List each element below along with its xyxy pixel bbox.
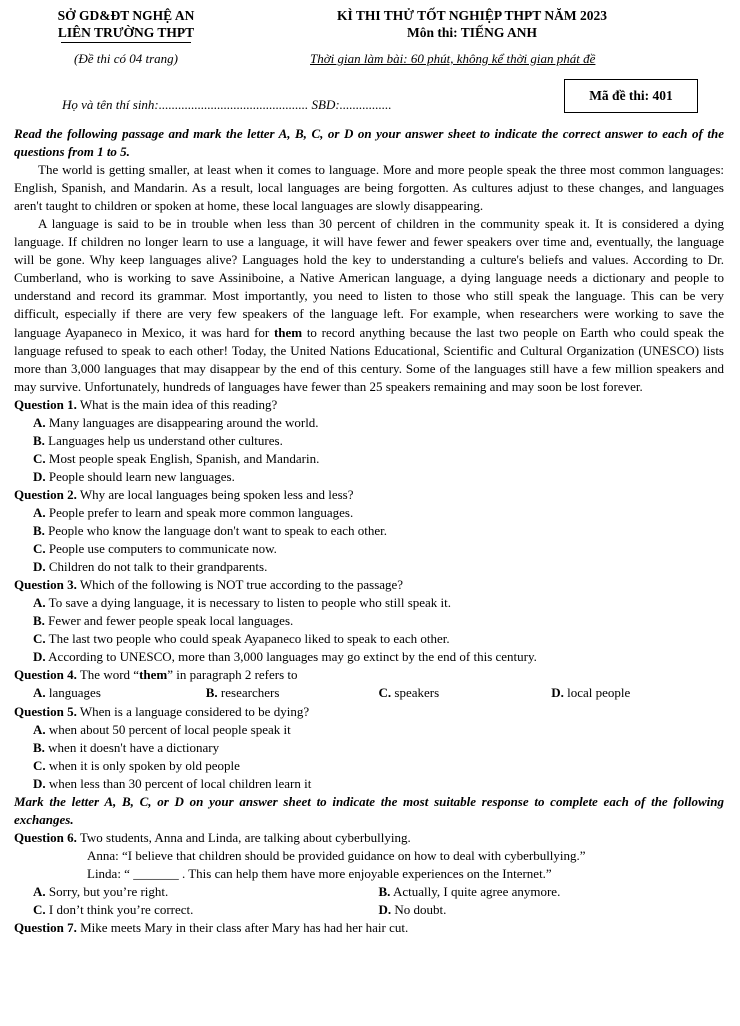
option-letter: D. [378,902,392,918]
passage-paragraph-1: The world is getting smaller, at least when it comes to language. More and more people speak the three most common languages: English, Spanish, and Mandarin. As a result, local languages are being forgotten. As cultures adjust to these changes, and languages aren't taught to children or spoken at home, these local languages are slowly disappearing. [14,162,724,214]
question-text: The word “ [76,667,140,683]
question-text: Mike meets Mary in their class after Mary has had her hair cut. [76,920,409,936]
option-text: when it is only spoken by old people [45,757,240,773]
option-letter: B. [33,432,45,448]
option-text: I don’t think you’re correct. [45,902,194,918]
option-text: People who know the language don't want to speak to each other. [44,523,387,539]
answer-option[interactable] [14,775,724,793]
answer-option[interactable] [379,883,725,901]
option-text: local people [563,685,631,701]
passage-text: to record anything because the last two people on Earth who could speak the language refused to speak to each other! Today, the United Nations Educational, Scientific and Cultural Organization (UNESCO) lists more than 3,000 languages that may disappear by the end of this century. Some of the languages still have a few million speakers and may survive. Unfortunately, hundreds of languages have fewer than 25 speakers remaining and may soon be lost forever. [14,324,724,394]
option-text: researchers [217,685,280,701]
answer-option[interactable] [14,648,724,666]
question-label: Question 7. [14,920,77,936]
header-right [282,7,662,41]
option-text: Children do not talk to their grandparents. [45,559,268,575]
option-letter: D. [33,559,46,575]
option-letter: A. [33,721,46,737]
option-letter: A. [33,504,46,520]
dialog-line-anna: Anna: “I believe that children should be provided guidance on how to deal with cyberbullying.” [87,847,586,863]
option-letter: A. [33,883,46,899]
question-keyword: them [139,667,168,683]
option-text: Many languages are disappearing around the world. [45,414,319,430]
passage-paragraph-2 [14,215,724,395]
option-letter: D. [33,649,46,665]
exam-content [14,125,724,937]
question-label: Question 1. [14,396,77,412]
answer-option[interactable] [14,594,724,612]
option-text: when it doesn't have a dictionary [44,739,220,755]
question-6 [14,829,724,847]
option-letter: A. [33,595,46,611]
option-text: Fewer and fewer people speak local languages. [44,613,294,629]
option-letter: C. [33,450,46,466]
question-3 [14,576,724,594]
answer-option[interactable] [14,739,724,757]
question-text: ” in paragraph 2 refers to [167,667,298,683]
option-letter: C. [33,902,46,918]
answer-option[interactable] [14,721,724,739]
option-text: Languages help us understand other cultures. [44,432,283,448]
option-letter: D. [33,775,46,791]
option-letter: C. [33,631,46,647]
option-letter: B. [33,739,45,755]
answer-option[interactable] [14,757,724,775]
header-divider [61,42,191,43]
option-letter: A. [33,414,46,430]
option-text: Actually, I quite agree anymore. [390,883,561,899]
exam-code-box: Mã đề thi: 401 [564,79,698,113]
option-letter: C. [378,685,392,701]
option-text: People use computers to communicate now. [45,541,277,557]
option-letter: B. [33,523,45,539]
question-text: Why are local languages being spoken less and less? [76,486,354,502]
option-text: The last two people who could speak Ayapaneco liked to speak to each other. [45,631,450,647]
question-text: What is the main idea of this reading? [76,396,278,412]
option-letter: A. [33,685,46,701]
option-text: speakers [391,685,440,701]
option-text: People prefer to learn and speak more common languages. [45,504,354,520]
option-text: when about 50 percent of local people speak it [45,721,291,737]
answer-option[interactable] [206,684,379,702]
question-7 [14,919,724,937]
option-letter: B. [33,613,45,629]
answer-option[interactable] [14,468,724,486]
option-text: To save a dying language, it is necessary to listen to people who still speak it. [45,595,452,611]
option-text: Sorry, but you’re right. [45,883,169,899]
question-label: Question 5. [14,703,77,719]
option-letter: C. [33,541,46,557]
question-label: Question 3. [14,577,77,593]
option-text: Most people speak English, Spanish, and Mandarin. [45,450,320,466]
answer-option[interactable] [14,504,724,522]
answer-option[interactable] [14,540,724,558]
header-left [26,7,226,43]
question-2 [14,486,724,504]
answer-option[interactable] [14,450,724,468]
option-letter: B. [205,685,218,701]
option-letter: D. [33,468,46,484]
question-text: When is a language considered to be dying? [76,703,310,719]
option-text: when less than 30 percent of local children learn it [45,775,312,791]
answer-option[interactable] [33,901,379,919]
question-1 [14,396,724,414]
subject-line: Môn thi: TIẾNG ANH [407,25,537,40]
answer-option[interactable] [14,432,724,450]
time-note: Thời gian làm bài: 60 phút, không kể thời gian phát đề [310,51,596,66]
department-name: SỞ GD&ĐT NGHỆ AN [57,8,195,23]
question-text: Which of the following is NOT true according to the passage? [76,577,404,593]
answer-option[interactable] [379,684,552,702]
exchange-instruction: Mark the letter A, B, C, or D on your answer sheet to indicate the most suitable response to complete each of the following exchanges. [14,793,724,827]
answer-option[interactable] [33,883,379,901]
option-letter: D. [551,685,564,701]
question-label: Question 4. [14,667,77,683]
question-5 [14,703,724,721]
option-text: No doubt. [391,902,447,918]
passage-text: A language is said to be in trouble when less than 30 percent of children in the community speak it. It is considered a dying language. If children no longer learn to use a language, it will have fewer and fewer speakers over time and, eventually, the language will be gone. Why keep languages alive? Languages hold the key to understanding a culture's beliefs and values. According to Dr. Cumberland, who is working to save Assiniboine, a Native American language, a dying language needs a dictionary and people to understand and record its grammar. Most importantly, you need to listen to those who still speak the language. This can be very difficult, especially if there are very few speakers of the language left. For example, when researchers were working to save the language Ayapaneco in Mexico, it was hard for [14,216,724,340]
option-text: People should learn new languages. [45,468,235,484]
answer-option[interactable] [33,684,206,702]
option-text: languages [45,685,101,701]
answer-option[interactable] [551,684,724,702]
pages-note: (Đề thi có 04 trang) [74,51,178,66]
options-row [14,883,724,901]
question-label: Question 6. [14,829,77,845]
exam-title: KÌ THI THỬ TỐT NGHIỆP THPT NĂM 2023 [337,8,607,23]
passage-keyword: them [273,324,303,340]
option-letter: B. [378,883,391,899]
answer-option[interactable] [14,522,724,540]
answer-option[interactable] [14,630,724,648]
answer-option[interactable] [379,901,725,919]
option-letter: C. [33,757,46,773]
options-row [14,684,724,702]
option-text: According to UNESCO, more than 3,000 languages may go extinct by the end of this century. [45,649,537,665]
answer-option[interactable] [14,612,724,630]
reading-instruction: Read the following passage and mark the letter A, B, C, or D on your answer sheet to indicate the correct answer to each of the questions from 1 to 5. [14,126,724,160]
question-4 [14,666,724,684]
school-name: LIÊN TRƯỜNG THPT [57,25,195,40]
question-text: Two students, Anna and Linda, are talking about cyberbullying. [76,829,411,845]
answer-option[interactable] [14,414,724,432]
candidate-info-line: Họ và tên thí sinh:.............................................. SBD:................ [62,97,392,112]
question-label: Question 2. [14,486,77,502]
dialog-line-linda: Linda: “ _______ . This can help them have more enjoyable experiences on the Internet.” [87,865,552,881]
options-row [14,901,724,919]
answer-option[interactable] [14,558,724,576]
